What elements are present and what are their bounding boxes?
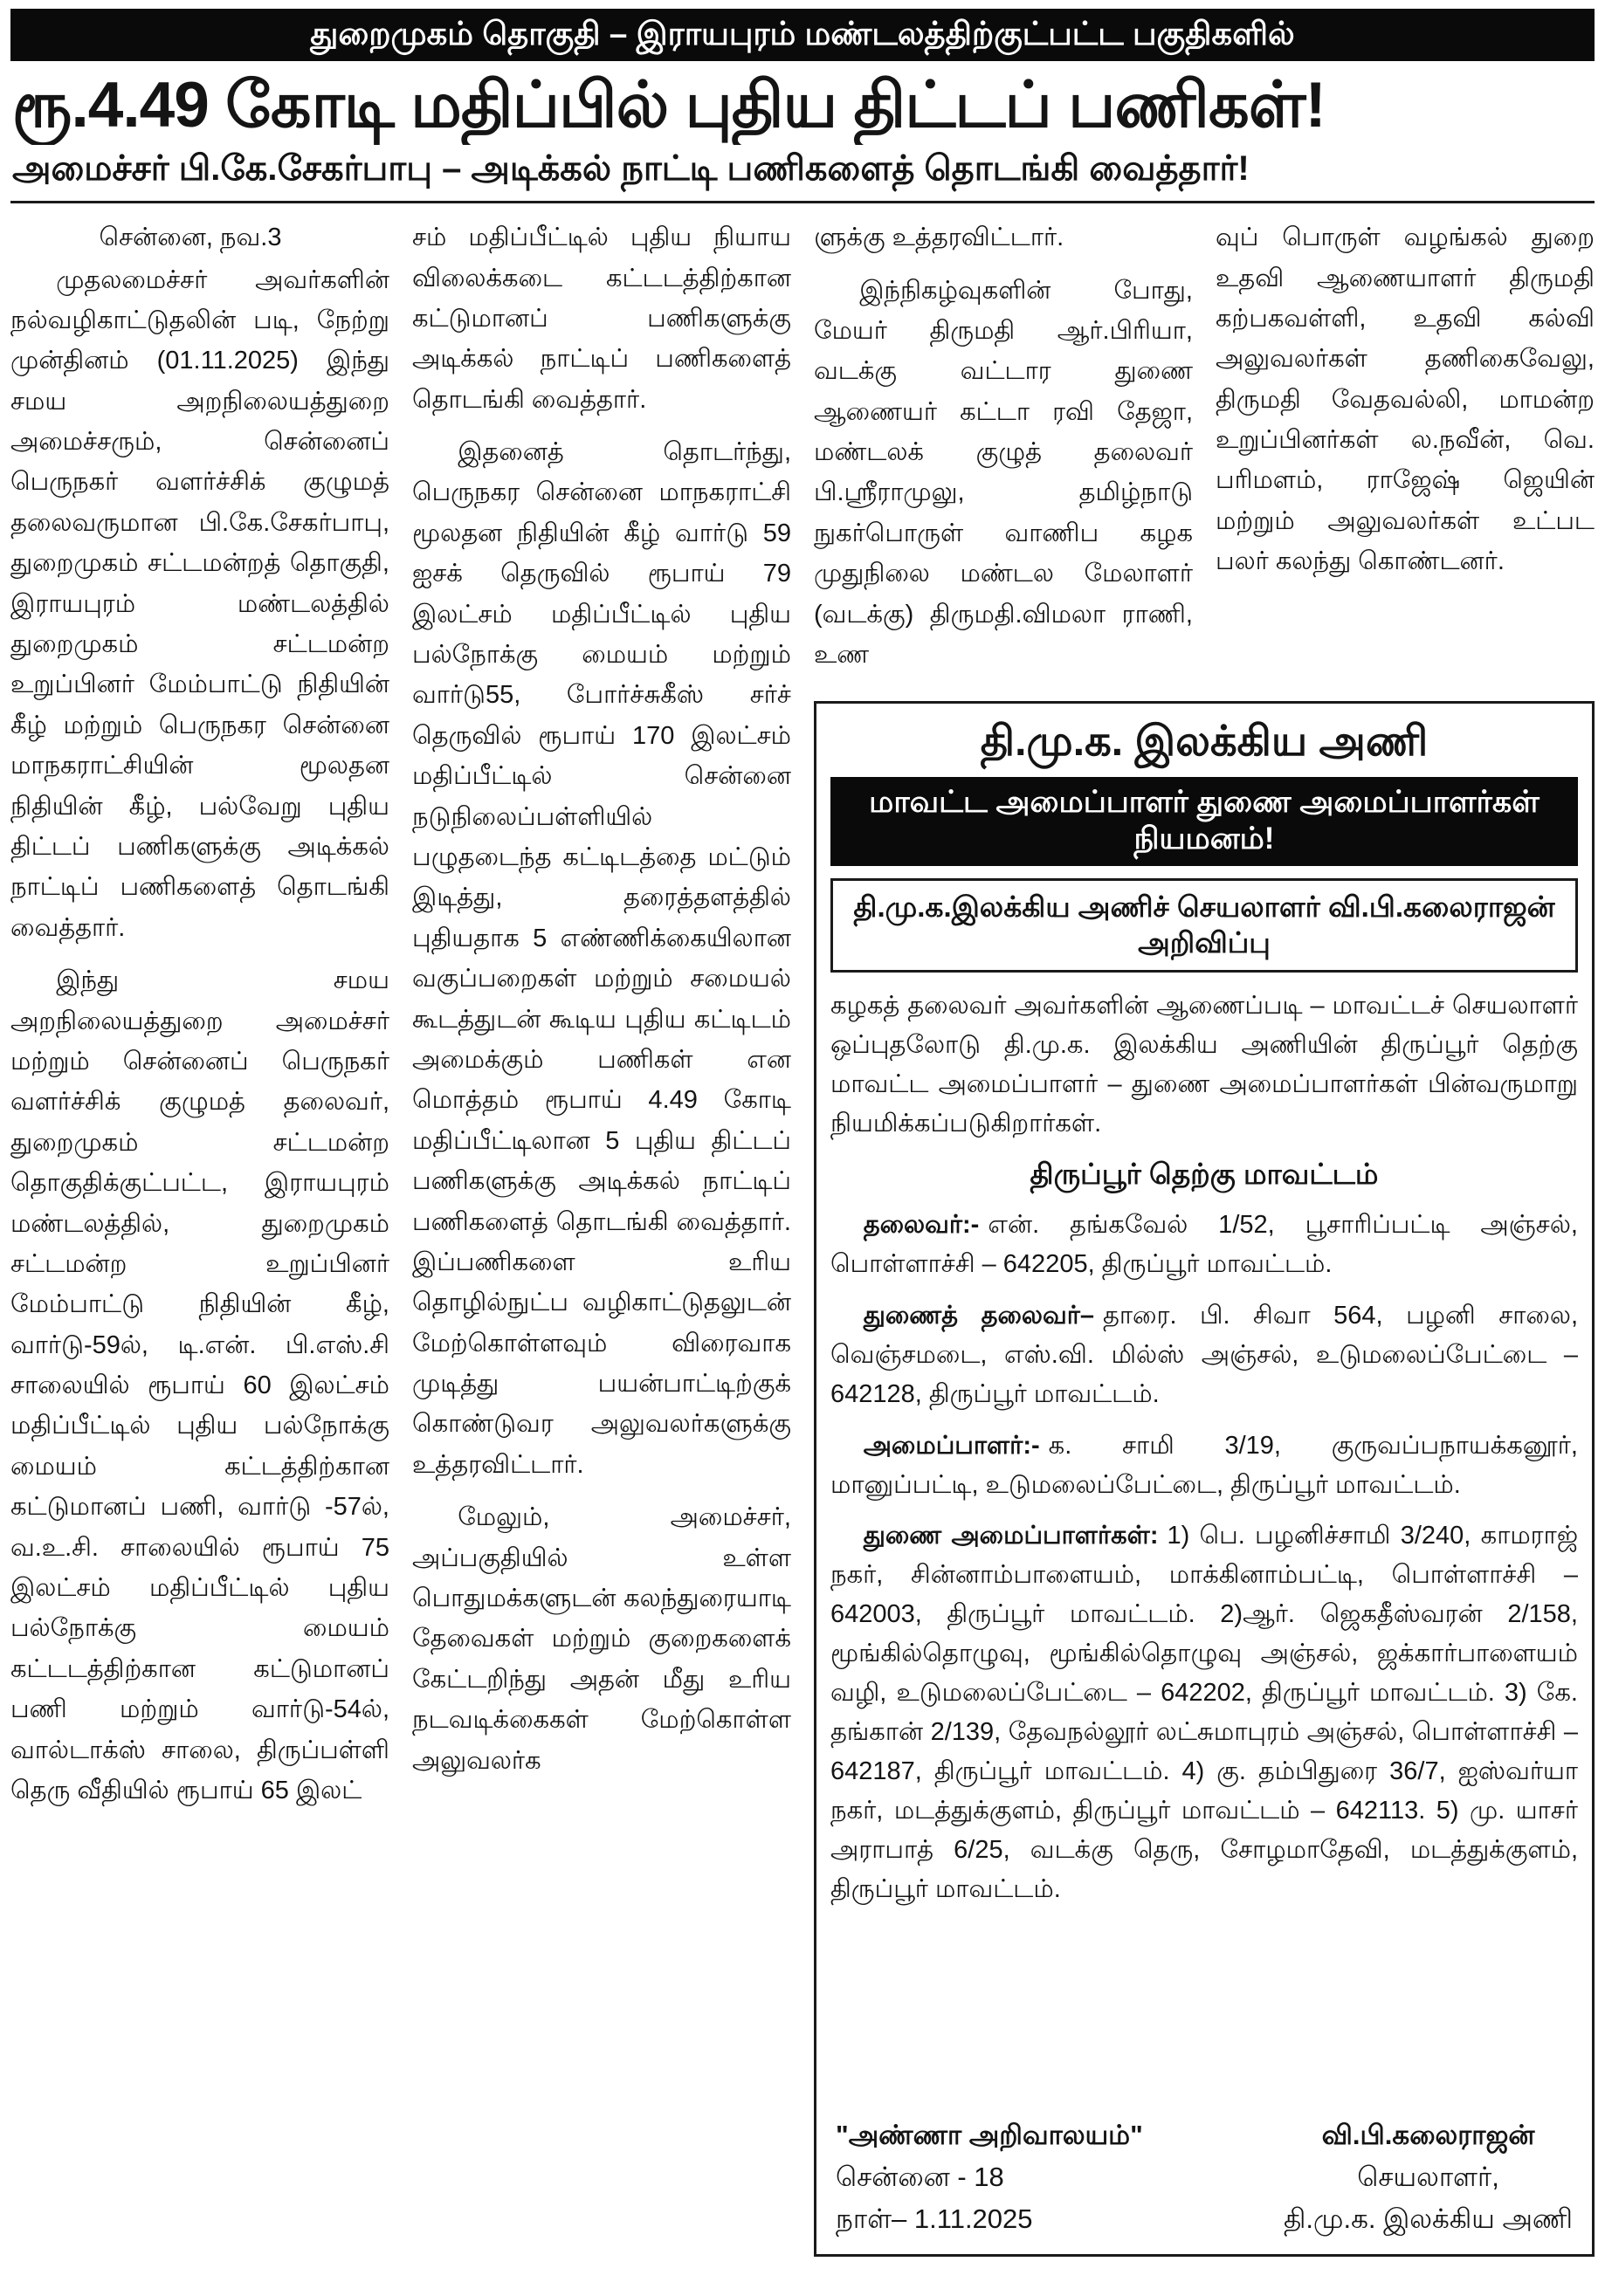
- main-headline: ரூ.4.49 கோடி மதிப்பில் புதிய திட்டப் பணிகள்!: [12, 70, 1326, 141]
- entry-label: அமைப்பாளர்:-: [863, 1431, 1040, 1460]
- paragraph: வுப் பொருள் வழங்கல் துறை உதவி ஆணையாளர் திருமதி கற்பகவள்ளி, உதவி கல்வி அலுவலர்கள் தணிகைவேலு, திருமதி வேதவல்லி, மாமன்ற உறுப்பினர்கள் ல.நவீன், வெ. பரிமளம், ராஜேஷ் ஜெயின் மற்றும் அலுவலர்கள் உட்பட பலர் கலந்து கொண்டனர்.: [1216, 223, 1595, 576]
- box-banner: மாவட்ட அமைப்பாளர் துணை அமைப்பாளர்கள் நியமனம்!: [830, 777, 1578, 866]
- entry-label: தலைவர்:-: [863, 1210, 980, 1239]
- article-column-4: [1216, 217, 1595, 687]
- office-city: சென்னை - 18: [836, 2162, 1004, 2193]
- district-heading: திருப்பூர் தெற்கு மாவட்டம்: [1030, 1157, 1379, 1190]
- dateline: சென்னை, நவ.3: [99, 223, 282, 252]
- paragraph: இதனைத் தொடர்ந்து, பெருநகர சென்னை மாநகராட்சி மூலதன நிதியின் கீழ் வார்டு 59 ஐசக் தெருவில் ரூபாய் 79 இலட்சம் மதிப்பீட்டில் புதிய பல்நோக்கு மையம் மற்றும் வார்டு55, போர்ச்சுகீஸ் சர்ச் தெருவில் ரூபாய் 170 இலட்சம் மதிப்பீட்டில் சென்னை நடுநிலைப்பள்ளியில் பழுதடைந்த கட்டிடத்தை மட்டும் இடித்து, தரைத்தளத்தில் புதியதாக 5 எண்ணிக்கையிலான வகுப்பறைகள் மற்றும் சமையல் கூடத்துடன் கூடிய புதிய கட்டிடம் அமைக்கும் பணிகள் என மொத்தம் ரூபாய் 4.49 கோடி மதிப்பீட்டிலான 5 புதிய திட்டப் பணிகளுக்கு அடிக்கல் நாட்டிப் பணிகளைத் தொடங்கி வைத்தார். இப்பணிகளை உரிய தொழில்நுட்ப வழிகாட்டுதலுடன் மேற்கொள்ளவும் விரைவாக முடித்து பயன்பாட்டிற்குக் கொண்டுவர அலுவலர்களுக்கு உத்தரவிட்டார்.: [412, 438, 791, 1479]
- box-footer: [830, 2106, 1578, 2242]
- footer-office-block: [836, 2114, 1143, 2240]
- kicker-banner: துறைமுகம் தொகுதி – இராயபுரம் மண்டலத்திற்குட்பட்ட பகுதிகளில்: [10, 9, 1595, 61]
- paragraph: முதலமைச்சர் அவர்களின் நல்வழிகாட்டுதலின் படி, நேற்று முன்தினம் (01.11.2025) இந்து சமய அறநிலையத்துறை அமைச்சரும், சென்னைப் பெருநகர் வளர்ச்சிக் குழுமத் தலைவருமான பி.கே.சேகர்பாபு, துறைமுகம் சட்டமன்றத் தொகுதி, இராயபுரம் மண்டலத்தில் துறைமுகம் சட்டமன்ற உறுப்பினர் மேம்பாட்டு நிதியின் கீழ் மற்றும் பெருநகர சென்னை மாநகராட்சியின் மூலதன நிதியின் கீழ், பல்வேறு புதிய திட்டப் பணிகளுக்கு அடிக்கல் நாட்டிப் பணிகளைத் தொடங்கி வைத்தார்.: [10, 265, 389, 942]
- office-name: "அண்ணா அறிவாலயம்": [836, 2120, 1143, 2150]
- announcement-date: நாள்– 1.11.2025: [836, 2203, 1033, 2235]
- appointment-entry: [830, 1516, 1578, 1908]
- right-columns: [814, 217, 1595, 687]
- signatory-role: செயலாளர்,: [1357, 2162, 1499, 2193]
- entry-text: என். தங்கவேல் 1/52, பூசாரிப்பட்டி அஞ்சல், பொள்ளாச்சி – 642205, திருப்பூர் மாவட்டம்.: [830, 1210, 1578, 1278]
- appointment-entry: [830, 1296, 1578, 1414]
- article-column-2: [412, 217, 791, 2257]
- entry-text: க. சாமி 3/19, குருவப்பநாயக்கனூர், மானுப்பட்டி, உடுமலைப்பேட்டை, திருப்பூர் மாவட்டம்.: [830, 1431, 1578, 1499]
- article-body: [10, 203, 1595, 2257]
- paragraph: இந்நிகழ்வுகளின் போது, மேயர் திருமதி ஆர்.பிரியா, வடக்கு வட்டார துணை ஆணையர் கட்டா ரவி தேஜா, மண்டலக் குழுத் தலைவர் பி.ஸ்ரீராமுலு, தமிழ்நாடு நுகர்பொருள் வாணிப கழக முதுநிலை மண்டல மேலாளர் (வடக்கு) திருமதி.விமலா ராணி, உண: [814, 276, 1193, 670]
- paragraph: சம் மதிப்பீட்டில் புதிய நியாய விலைக்கடை கட்டடத்திற்கான கட்டுமானப் பணிகளுக்கு அடிக்கல் நாட்டிப் பணிகளைத் தொடங்கி வைத்தார்.: [412, 223, 791, 414]
- sub-headline: அமைச்சர் பி.கே.சேகர்பாபு – அடிக்கல் நாட்டி பணிகளைத் தொடங்கி வைத்தார்!: [10, 145, 1595, 203]
- paragraph: ளுக்கு உத்தரவிட்டார்.: [814, 223, 1064, 252]
- entry-label: துணைத் தலைவர்–: [863, 1301, 1095, 1330]
- signatory-name: வி.பி.கலைராஜன்: [1321, 2120, 1535, 2150]
- right-section: [814, 217, 1595, 2257]
- appointment-entry: [830, 1206, 1578, 1284]
- appointment-entry: [830, 1426, 1578, 1505]
- box-title: தி.மு.க. இலக்கிய அணி: [980, 718, 1429, 766]
- entry-text: தாரை. பி. சிவா 564, பழனி சாலை, வெஞ்சமடை, எஸ்.வி. மில்ஸ் அஞ்சல், உடுமலைப்பேட்டை – 642128, திருப்பூர் மாவட்டம்.: [830, 1301, 1578, 1408]
- paragraph: இந்து சமய அறநிலையத்துறை அமைச்சர் மற்றும் சென்னைப் பெருநகர் வளர்ச்சிக் குழுமத் தலைவர், துறைமுகம் சட்டமன்ற தொகுதிக்குட்பட்ட, இராயபுரம் மண்டலத்தில், துறைமுகம் சட்டமன்ற உறுப்பினர் மேம்பாட்டு நிதியின் கீழ், வார்டு-59ல், டி.என். பி.எஸ்.சி சாலையில் ரூபாய் 60 இலட்சம் மதிப்பீட்டில் புதிய பல்நோக்கு மையம் கட்டத்திற்கான கட்டுமானப் பணி, வார்டு -57ல், வ.உ.சி. சாலையில் ரூபாய் 75 இலட்சம் மதிப்பீட்டில் புதிய பல்நோக்கு மையம் கட்டடத்திற்கான கட்டுமானப் பணி மற்றும் வார்டு-54ல், வால்டாக்ஸ் சாலை, திருப்பள்ளி தெரு வீதியில் ரூபாய் 65 இலட்: [10, 966, 389, 1804]
- article-column-3: [814, 217, 1193, 687]
- announcement-box: [814, 701, 1595, 2257]
- article-column-1: [10, 217, 389, 2257]
- paragraph: மேலும், அமைச்சர், அப்பகுதியில் உள்ள பொதுமக்களுடன் கலந்துரையாடி தேவைகள் மற்றும் குறைகளைக் கேட்டறிந்து அதன் மீது உரிய நடவடிக்கைகள் மேற்கொள்ள அலுவலர்க: [412, 1503, 791, 1775]
- signatory-org: தி.மு.க. இலக்கிய அணி: [1284, 2203, 1573, 2235]
- box-intro: கழகத் தலைவர் அவர்களின் ஆணைப்படி – மாவட்டச் செயலாளர் ஒப்புதலோடு தி.மு.க. இலக்கிய அணியின் திருப்பூர் தெற்கு மாவட்ட அமைப்பாளர் – துணை அமைப்பாளர்கள் பின்வருமாறு நியமிக்கப்படுகிறார்கள்.: [830, 992, 1578, 1138]
- announcer-strip: தி.மு.க.இலக்கிய அணிச் செயலாளர் வி.பி.கலைராஜன் அறிவிப்பு: [830, 878, 1578, 973]
- entry-text: 1) பெ. பழனிச்சாமி 3/240, காமராஜ் நகர், சின்னாம்பாளையம், மாக்கினாம்பட்டி, பொள்ளாச்சி – 642003, திருப்பூர் மாவட்டம். 2)ஆர். ஜெகதீஸ்வரன் 2/158, மூங்கில்தொழுவு, மூங்கில்தொழுவு அஞ்சல், ஜக்கார்பாளையம் வழி, உடுமலைப்பேட்டை – 642202, திருப்பூர் மாவட்டம். 3) கே. தங்கான் 2/139, தேவநல்லூர் லட்சுமாபுரம் அஞ்சல், பொள்ளாச்சி – 642187, திருப்பூர் மாவட்டம். 4) கு. தம்பிதுரை 36/7, ஐஸ்வர்யா நகர், மடத்துக்குளம், திருப்பூர் மாவட்டம் – 642113. 5) மு. யாசர் அராபாத் 6/25, வடக்கு தெரு, சோழமாதேவி, மடத்துக்குளம், திருப்பூர் மாவட்டம்.: [830, 1522, 1578, 1903]
- footer-signature-block: [1284, 2114, 1573, 2240]
- entry-label: துணை அமைப்பாளர்கள்:: [863, 1522, 1159, 1550]
